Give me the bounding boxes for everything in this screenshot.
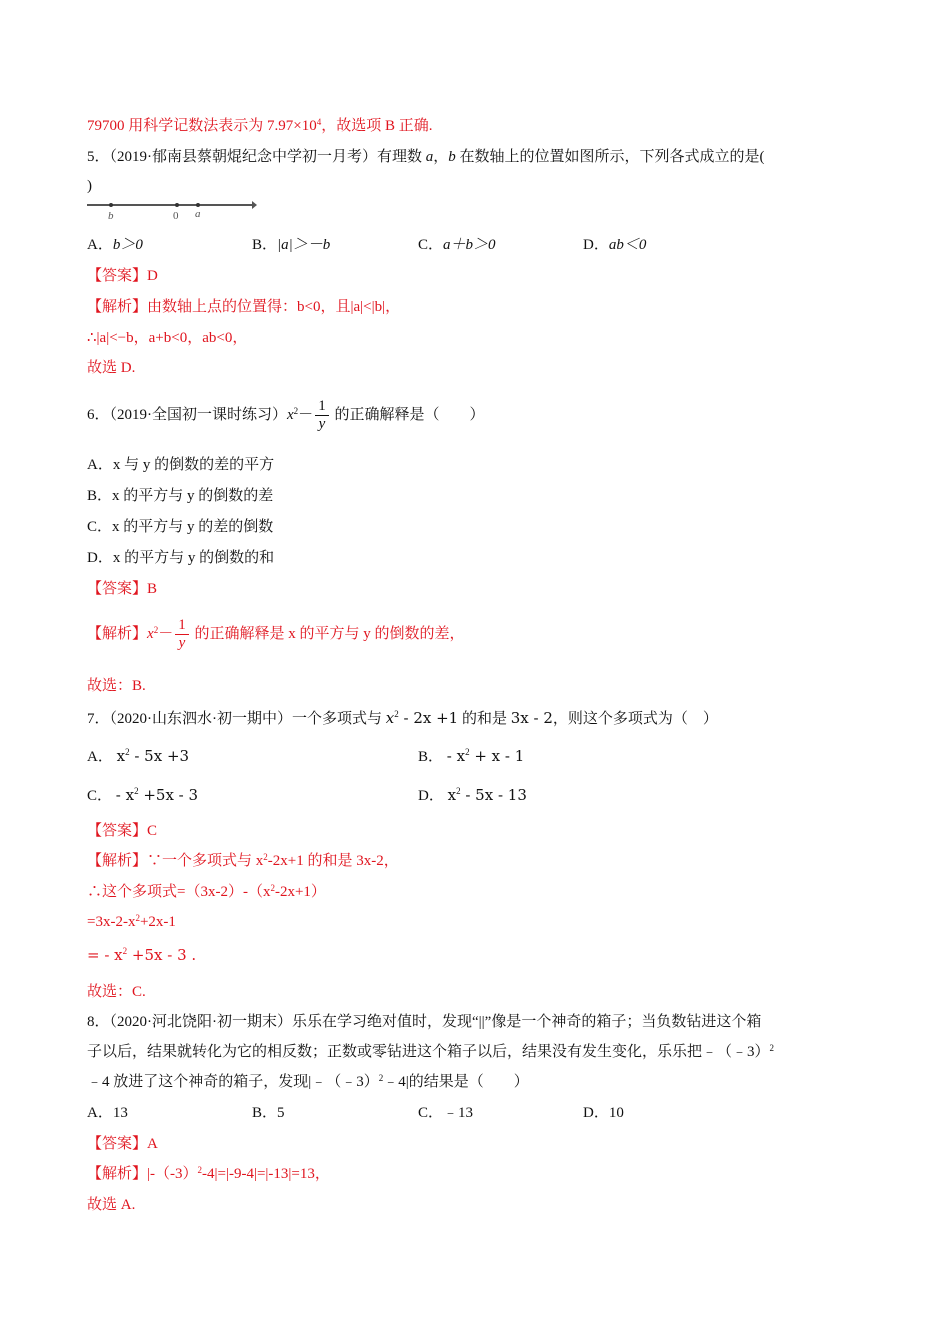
label-a: a bbox=[195, 208, 201, 220]
q7-option-d: D． $x^2 - 5x - 13$ bbox=[418, 786, 527, 804]
point-zero bbox=[175, 203, 179, 207]
q5-option-b: B．|a|＞－b bbox=[252, 237, 331, 253]
q8-stem-1: 8．（2020·河北饶阳·初一期末）乐乐在学习绝对值时，发现“||”像是一个神奇的箱子；当负数钻进这个箱 bbox=[87, 1014, 762, 1030]
q5-option-c: C．a＋b＞0 bbox=[418, 237, 496, 253]
q7-option-b: B． - $x^2 + x - 1$ bbox=[418, 747, 525, 765]
q7-answer: 【答案】C bbox=[87, 823, 158, 839]
q7-option-a: A． $x^2 - 5x +3$ bbox=[87, 747, 190, 765]
prev-answer-conclusion: 79700 用科学记数法表示为 $7.97\times 10^4$，故选项 B 正确. bbox=[87, 117, 433, 134]
q5-stem: 5．（2019·郁南县蔡朝焜纪念中学初一月考）有理数 a，b 在数轴上的位置如图所示，下列各式成立的是( bbox=[87, 149, 765, 165]
q7-analysis-1: 【解析】∵一个多项式与 $x^2-2x+1$ 的和是 3x-2， bbox=[87, 852, 399, 869]
q8-analysis: 【解析】$|-(-3)^2-4|=|-9-4|=|-13|=13$， bbox=[87, 1165, 330, 1182]
point-a bbox=[196, 203, 200, 207]
q5-option-d: D．ab＜0 bbox=[583, 237, 647, 253]
label-zero: 0 bbox=[173, 210, 179, 222]
number-line-arrow bbox=[252, 201, 257, 209]
q6-option-c: C．x 的平方与 y 的差的倒数 bbox=[87, 519, 274, 535]
q8-option-d: D．10 bbox=[583, 1105, 624, 1121]
q7-option-c: C． - $x^2 +5x - 3$ bbox=[87, 786, 199, 804]
q5-answer: 【答案】D bbox=[87, 268, 158, 284]
q6-analysis: 【解析】$x^2-$ $\frac{1}{y}$ 的正确解释是 x 的平方与 y 的倒数的差， bbox=[87, 617, 465, 652]
q7-analysis-4: = - $x^2 +5x - 3$ . bbox=[87, 946, 197, 964]
q6-option-a: A．x 与 y 的倒数的差的平方 bbox=[87, 457, 275, 473]
point-b bbox=[109, 203, 113, 207]
q6-stem: 6．（2019·全国初一课时练习）$x^2-$ $\frac{1}{y}$ 的正确解释是（ ） bbox=[87, 398, 485, 433]
q7-stem: 7．（2020·山东泗水·初一期中）一个多项式与 $x^2 - 2x +1$ 的和是 3x - 2，则这个多项式为（ ） bbox=[87, 709, 718, 727]
label-b: b bbox=[108, 210, 114, 222]
q8-option-a: A．13 bbox=[87, 1105, 128, 1121]
q8-stem-3: ﹣4 放进了这个神奇的箱子，发现|﹣（﹣3）$^2$﹣4|的结果是（ ） bbox=[87, 1073, 529, 1090]
q6-answer: 【答案】B bbox=[87, 581, 158, 597]
q5-analysis-2: ∴|a|<−b，a+b<0，ab<0， bbox=[87, 330, 248, 346]
q6-option-d: D．x 的平方与 y 的倒数的和 bbox=[87, 550, 275, 566]
q5-analysis-1: 【解析】由数轴上点的位置得：b<0，且|a|<|b|， bbox=[87, 299, 401, 315]
q6-fraction: $\frac{1}{y}$ bbox=[315, 398, 329, 433]
q8-option-b: B．5 bbox=[252, 1105, 285, 1121]
q7-analysis-3: $=3x-2-x^2+2x-1$ bbox=[87, 913, 176, 930]
q7-conclusion: 故选：C. bbox=[87, 984, 146, 1000]
q5-stem-cont: ) bbox=[87, 178, 92, 194]
q7-analysis-2: ∴这个多项式$=(3x-2)-(x^2-2x+1)$ bbox=[87, 883, 326, 900]
q6-option-b: B．x 的平方与 y 的倒数的差 bbox=[87, 488, 274, 504]
q8-option-c: C．﹣13 bbox=[418, 1105, 474, 1121]
q8-answer: 【答案】A bbox=[87, 1136, 158, 1152]
q8-conclusion: 故选 A. bbox=[87, 1197, 136, 1213]
q5-option-a: A．b＞0 bbox=[87, 237, 143, 253]
q8-stem-2: 子以后，结果就转化为它的相反数；正数或零钻进这个箱子以后，结果没有发生变化，乐乐把﹣（﹣3）$^2$ bbox=[87, 1043, 775, 1060]
number-line-figure bbox=[87, 197, 257, 223]
q5-analysis-3: 故选 D. bbox=[87, 360, 136, 376]
q6-conclusion: 故选：B. bbox=[87, 678, 146, 694]
